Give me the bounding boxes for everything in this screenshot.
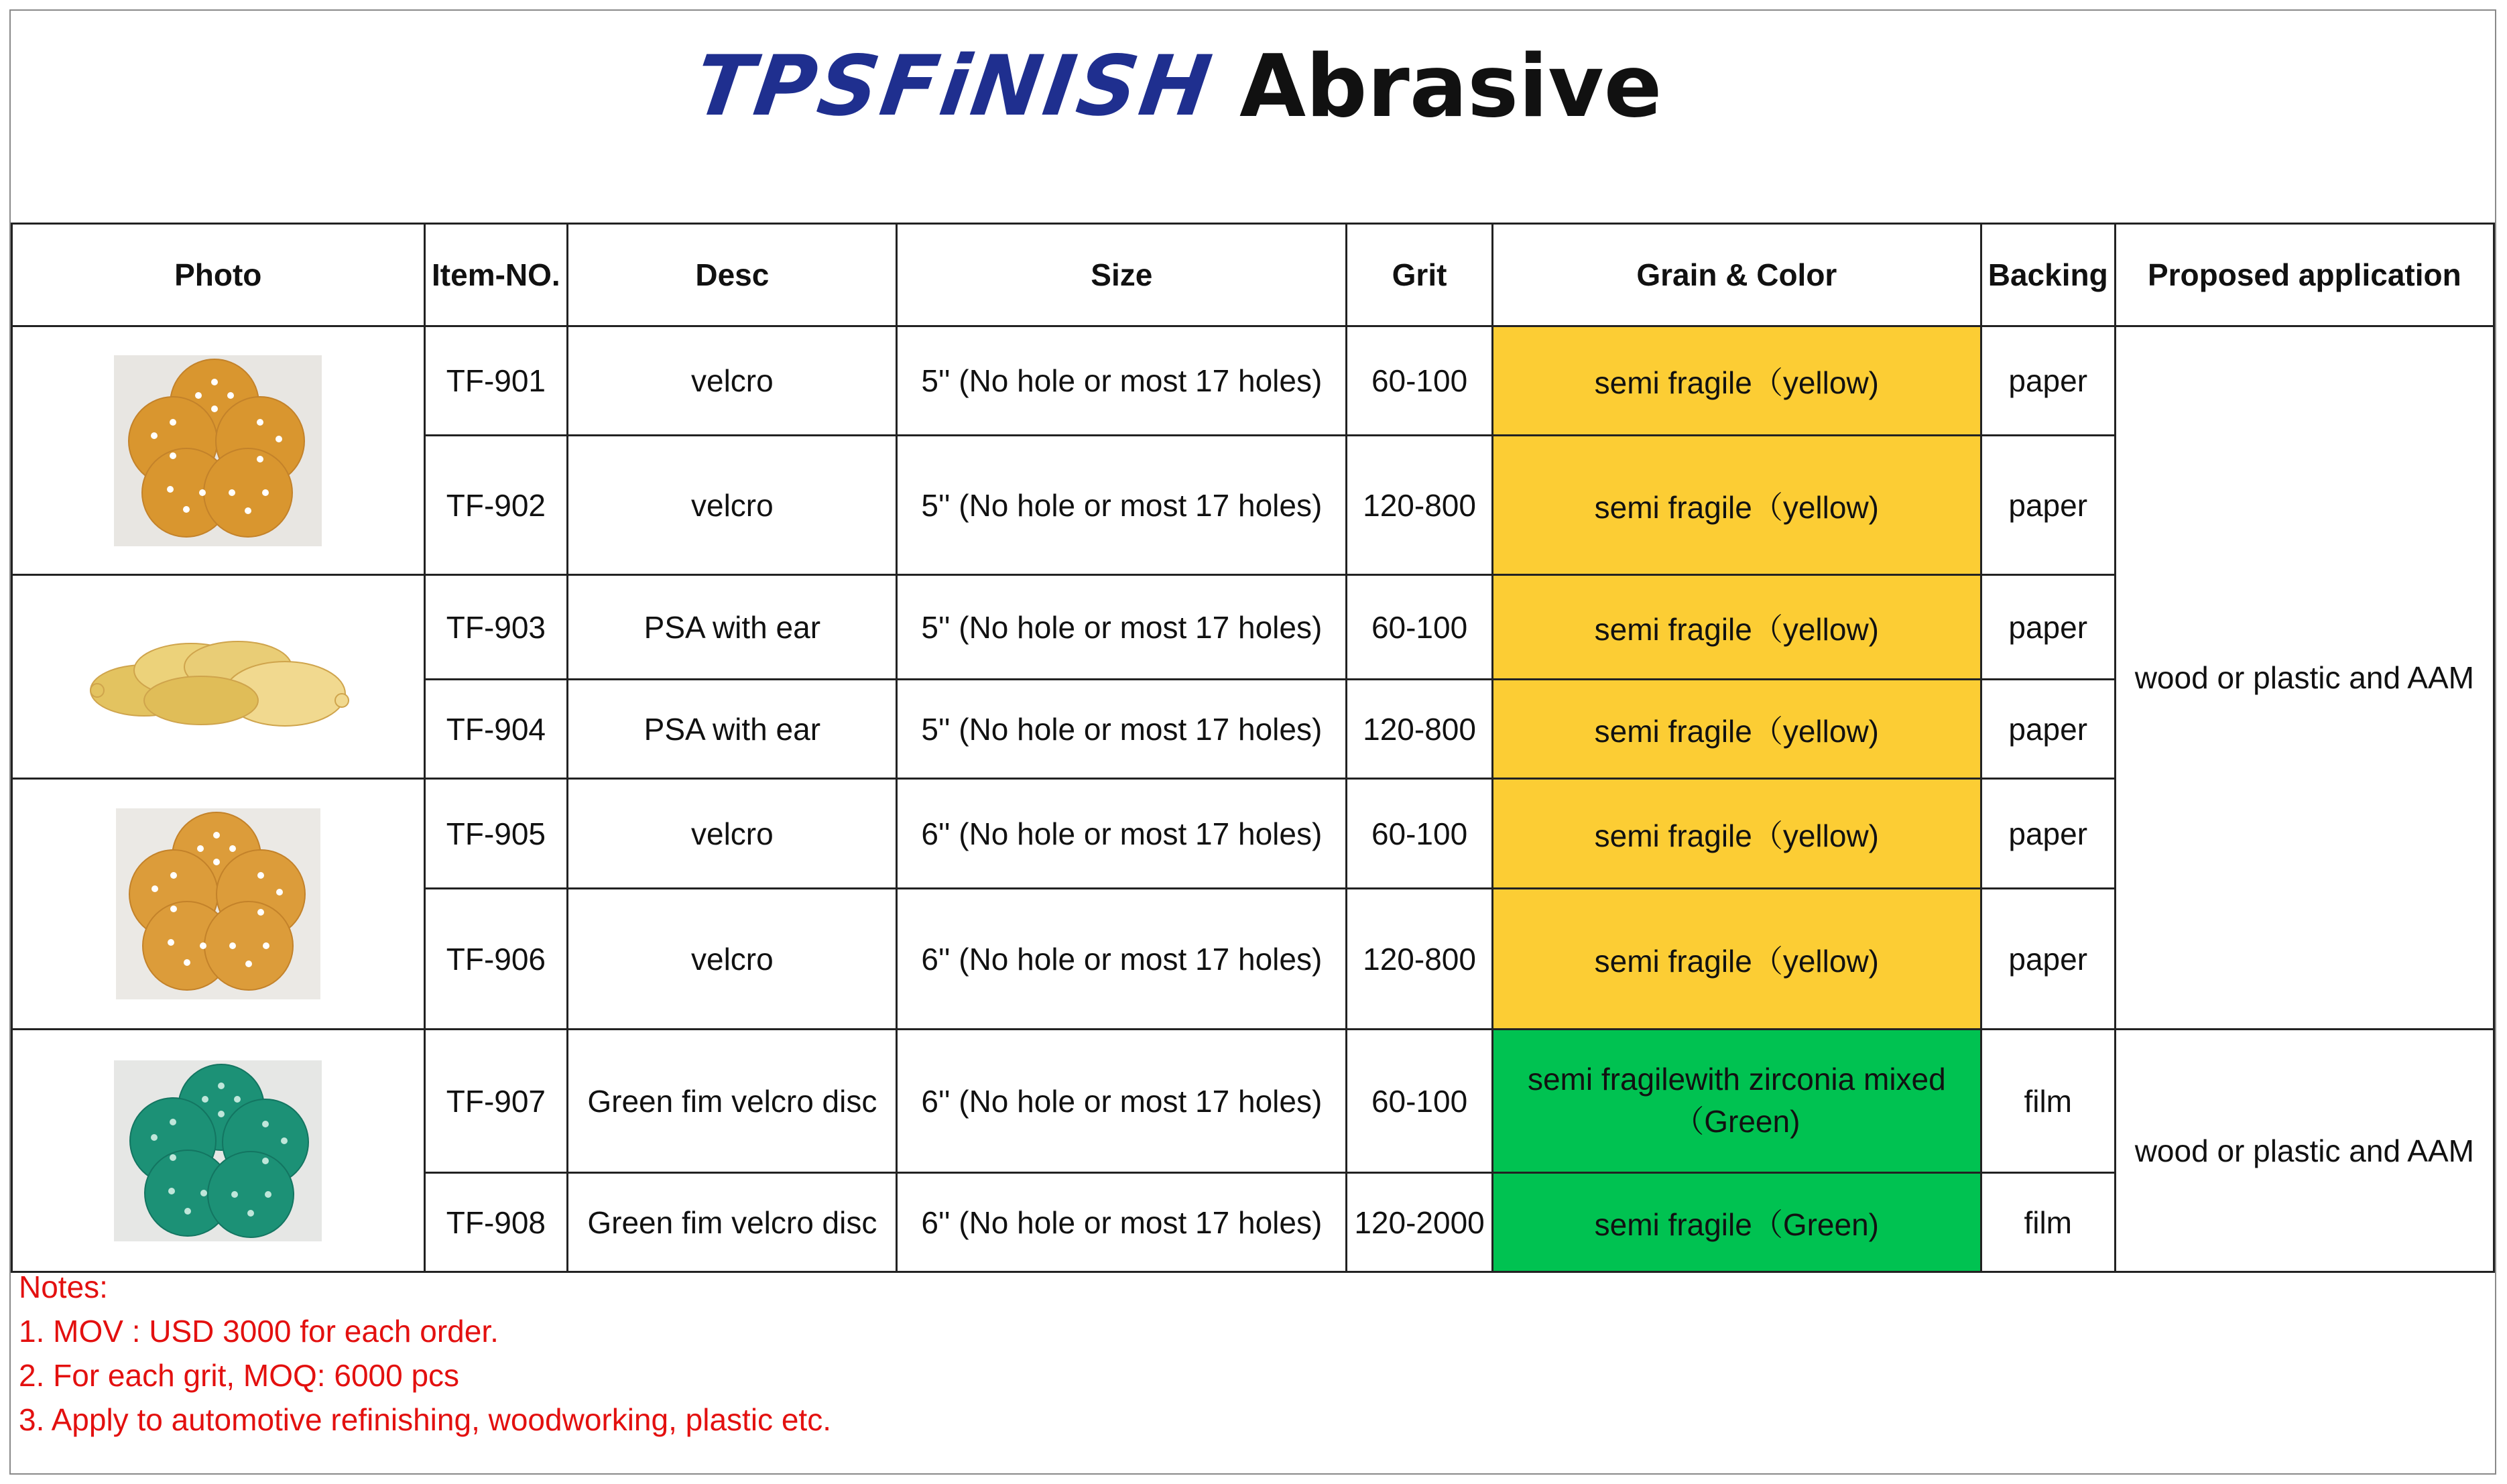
item-backing: paper [1981,326,2115,436]
column-header-grit: Grit [1347,224,1493,326]
item-backing: paper [1981,779,2115,889]
item-backing: paper [1981,436,2115,575]
item-desc: velcro [568,436,897,575]
item-desc: velcro [568,326,897,436]
note-item: 3. Apply to automotive refinishing, woodworking, plastic etc. [19,1402,831,1437]
brand-name: TPSFiNISH [688,38,1220,135]
item-desc: Green fim velcro disc [568,1173,897,1272]
item-size: 6'' (No hole or most 17 holes) [897,779,1347,889]
item-number: TF-902 [424,436,568,575]
product-photo-cell [12,1030,425,1272]
item-desc: PSA with ear [568,680,897,779]
grain-color-line: （Green) [1673,1103,1800,1139]
item-number: TF-906 [424,889,568,1030]
green-film-discs-photo [114,1060,322,1241]
note-item: 2. For each grit, MOQ: 6000 pcs [19,1358,460,1393]
product-table [11,223,2495,1273]
item-grain-color: semi fragile（yellow) [1492,436,1981,575]
column-header-photo: Photo [12,224,425,326]
column-header-grain-color: Grain & Color [1492,224,1981,326]
item-size: 6'' (No hole or most 17 holes) [897,1173,1347,1272]
item-grit: 60-100 [1347,1030,1493,1173]
item-desc: PSA with ear [568,575,897,680]
item-desc: velcro [568,779,897,889]
proposed-application: wood or plastic and AAM [2115,1030,2494,1272]
item-number: TF-905 [424,779,568,889]
item-desc: Green fim velcro disc [568,1030,897,1173]
item-desc: velcro [568,889,897,1030]
item-grain-color: semi fragile（yellow) [1492,575,1981,680]
item-number: TF-901 [424,326,568,436]
notes-title: Notes: [19,1270,108,1304]
table-header-row [12,224,2494,326]
header [11,11,2495,223]
item-grit: 120-800 [1347,889,1493,1030]
product-sheet [9,9,2496,1475]
item-backing: paper [1981,889,2115,1030]
item-backing: paper [1981,575,2115,680]
item-number: TF-908 [424,1173,568,1272]
brand-logo [688,36,1662,137]
yellow-psa-discs-photo [84,620,352,734]
product-photo-cell [12,779,425,1030]
item-grit: 120-800 [1347,436,1493,575]
item-grain-color [1492,1030,1981,1173]
orange-velcro-discs-photo [114,355,322,546]
product-photo-cell [12,575,425,779]
item-size: 6'' (No hole or most 17 holes) [897,889,1347,1030]
column-header-backing: Backing [1981,224,2115,326]
item-grain-color: semi fragile（yellow) [1492,889,1981,1030]
table-row [12,1030,2494,1173]
column-header-application: Proposed application [2115,224,2494,326]
column-header-desc: Desc [568,224,897,326]
item-grit: 60-100 [1347,326,1493,436]
item-grain-color: semi fragile（yellow) [1492,680,1981,779]
column-header-size: Size [897,224,1347,326]
item-backing: film [1981,1030,2115,1173]
item-number: TF-904 [424,680,568,779]
item-number: TF-907 [424,1030,568,1173]
item-grit: 120-800 [1347,680,1493,779]
note-item: 1. MOV : USD 3000 for each order. [19,1314,499,1349]
item-grit: 120-2000 [1347,1173,1493,1272]
item-size: 6'' (No hole or most 17 holes) [897,1030,1347,1173]
item-grain-color: semi fragile（yellow) [1492,326,1981,436]
column-header-item-no: Item-NO. [424,224,568,326]
product-photo-cell [12,326,425,575]
orange-velcro-discs-photo [116,808,320,999]
item-backing: film [1981,1173,2115,1272]
item-grain-color: semi fragile（yellow) [1492,779,1981,889]
item-size: 5'' (No hole or most 17 holes) [897,326,1347,436]
item-size: 5'' (No hole or most 17 holes) [897,680,1347,779]
item-backing: paper [1981,680,2115,779]
item-size: 5'' (No hole or most 17 holes) [897,575,1347,680]
table-row [12,326,2494,436]
item-number: TF-903 [424,575,568,680]
grain-color-line: semi fragilewith zirconia mixed [1527,1061,1946,1097]
item-grit: 60-100 [1347,575,1493,680]
item-size: 5'' (No hole or most 17 holes) [897,436,1347,575]
proposed-application: wood or plastic and AAM [2115,326,2494,1030]
item-grit: 60-100 [1347,779,1493,889]
notes-section [19,1265,831,1442]
item-grain-color: semi fragile（Green) [1492,1173,1981,1272]
brand-suffix: Abrasive [1239,36,1662,137]
